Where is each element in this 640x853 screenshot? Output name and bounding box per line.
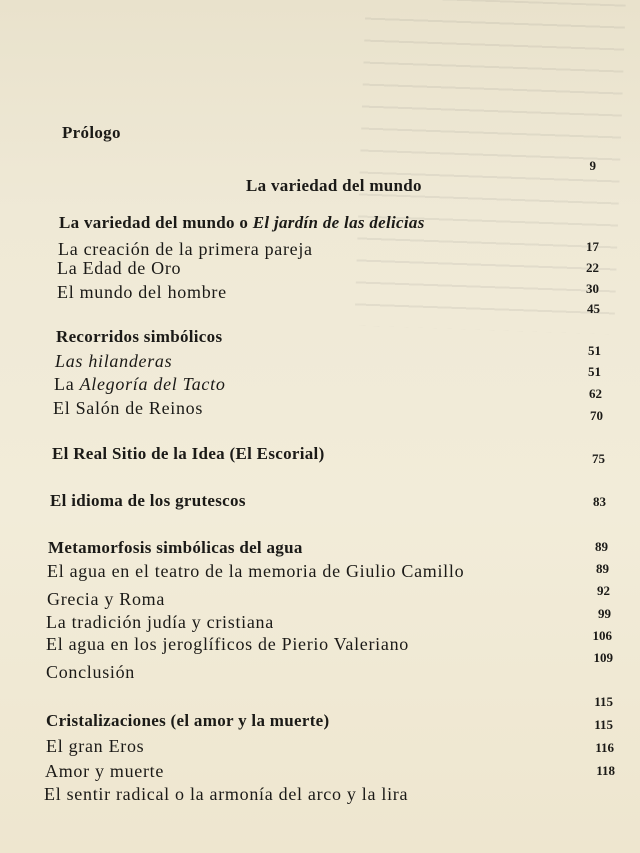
page-number: 109 — [593, 650, 613, 665]
chapter-heading: La variedad del mundo o El jardín de las delicias — [59, 213, 425, 232]
page-number: 75 — [592, 451, 605, 466]
toc-entry: El agua en los jeroglíficos de Pierio Valeriano — [46, 634, 409, 654]
chapter-heading: Metamorfosis simbólicas del agua — [48, 538, 303, 557]
page-number: 106 — [592, 628, 612, 643]
page-number: 70 — [590, 408, 603, 423]
prologue-entry: Prólogo — [62, 123, 121, 142]
toc-entry: El mundo del hombre — [57, 282, 227, 302]
toc-entry: El Salón de Reinos — [53, 398, 204, 418]
chapter-heading: El Real Sitio de la Idea (El Escorial) — [52, 444, 325, 463]
chapter-heading: Recorridos simbólicos — [56, 327, 223, 346]
page-number: 118 — [596, 763, 615, 778]
page-number: 115 — [594, 717, 613, 732]
page-number: 51 — [588, 343, 601, 358]
page-number: 17 — [586, 239, 599, 254]
page-number: 62 — [589, 386, 602, 401]
chapter-heading: El idioma de los grutescos — [50, 491, 246, 510]
chapter-heading: Cristalizaciones (el amor y la muerte) — [46, 711, 330, 730]
page-number: 30 — [586, 281, 599, 296]
page-number: 116 — [595, 740, 614, 755]
page-number: 89 — [595, 539, 608, 554]
page-number: 45 — [587, 301, 600, 316]
page-number: 92 — [597, 583, 610, 598]
part-title: La variedad del mundo — [246, 176, 422, 195]
page-number: 9 — [589, 158, 596, 173]
toc-entry: La Alegoría del Tacto — [54, 374, 226, 394]
page-number: 22 — [586, 260, 599, 275]
toc-entry: Amor y muerte — [45, 761, 165, 781]
toc-entry: Grecia y Roma — [47, 589, 166, 609]
page-number: 115 — [594, 694, 613, 709]
toc-entry: El agua en el teatro de la memoria de Giulio Camillo — [47, 561, 465, 581]
toc-entry: La Edad de Oro — [57, 258, 182, 278]
page-number: 51 — [588, 364, 601, 379]
toc-entry: El sentir radical o la armonía del arco y la lira — [44, 784, 409, 804]
toc-entry: Las hilanderas — [55, 351, 173, 371]
toc-entry: La creación de la primera pareja — [58, 239, 313, 259]
toc-entry: El gran Eros — [46, 736, 145, 756]
page-number: 99 — [598, 606, 611, 621]
toc-entry: Conclusión — [46, 662, 136, 682]
toc-entry: La tradición judía y cristiana — [46, 612, 274, 632]
page-number: 83 — [593, 494, 606, 509]
page-number: 89 — [596, 561, 609, 576]
